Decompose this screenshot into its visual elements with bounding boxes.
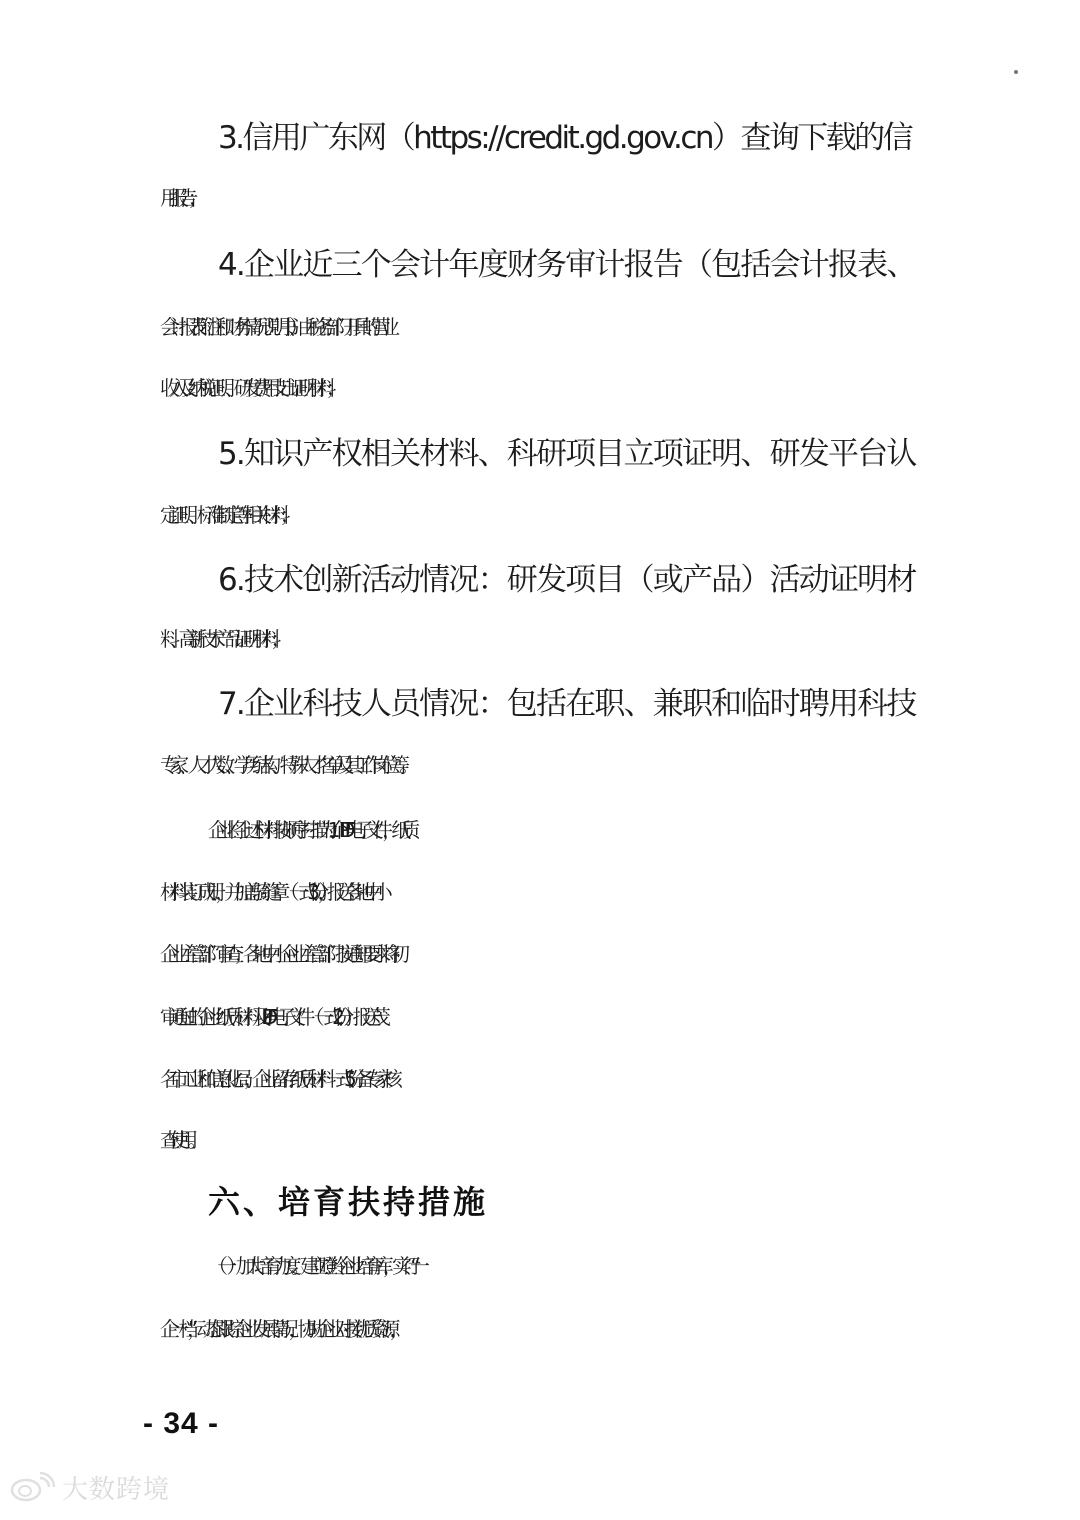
- text-line: 7.企业科技人员情况：包括在职、兼职和临时聘用科技: [218, 686, 916, 722]
- section-heading: 六、培育扶持措施: [208, 1183, 489, 1221]
- text-line: 5.知识产权相关材料、科研项目立项证明、研发平台认: [218, 436, 916, 472]
- text-line: 企业将上述材料按顺序扫描为1个PDF电子文件，纸质: [208, 818, 410, 842]
- text-line: 用报告；: [160, 186, 197, 210]
- watermark: [10, 1470, 170, 1504]
- text-line: 材料装订成册，并加盖骑缝章（一式3份），报送各地中小: [160, 880, 382, 904]
- text-line: 企业主管部门审查；各地中小企业主管部门按通知要求将初: [160, 942, 400, 966]
- text-line: 名市工业和信息化局；企业留存纸质材料一式5份备专家核: [160, 1067, 392, 1091]
- text-line: 定证明、标准制定等相关材料；: [160, 503, 289, 527]
- text-line: 企一档”，动态跟踪企业发展情况，协助企业对接优质资源，: [160, 1317, 399, 1341]
- text-line: （一）加大培育力度。建立瞪羚企业培育库，实行“一: [208, 1254, 420, 1278]
- text-line: 审通过的企业纸质材料及PDF电子文件（一式2份）报送茂: [160, 1005, 381, 1029]
- text-line: 3.信用广东网（https://credit.gd.gov.cn）查询下载的信: [218, 120, 912, 156]
- watermark-text: 大数跨境: [62, 1474, 171, 1505]
- scan-speck: [1014, 70, 1018, 74]
- page-number: - 34 -: [143, 1407, 220, 1440]
- text-line: 4.企业近三个会计年度财务审计报告（包括会计报表、: [218, 247, 916, 283]
- text-line: 查使用。: [160, 1128, 197, 1152]
- text-line: 专家、人才人数、学历结构、特殊人才名单及其工作岗位等。: [160, 753, 409, 777]
- text-line: 收入及纳税证明、研发费用支出证明材料；: [160, 376, 335, 400]
- text-line: 会计报表附注和财务情况说明书）、由税务部门开具的营业: [160, 315, 390, 339]
- text-line: 6.技术创新活动情况：研发项目（或产品）活动证明材: [218, 562, 916, 598]
- text-line: 料、高新技术产品证明材料；: [160, 627, 280, 651]
- weibo-logo-icon: [10, 1472, 56, 1502]
